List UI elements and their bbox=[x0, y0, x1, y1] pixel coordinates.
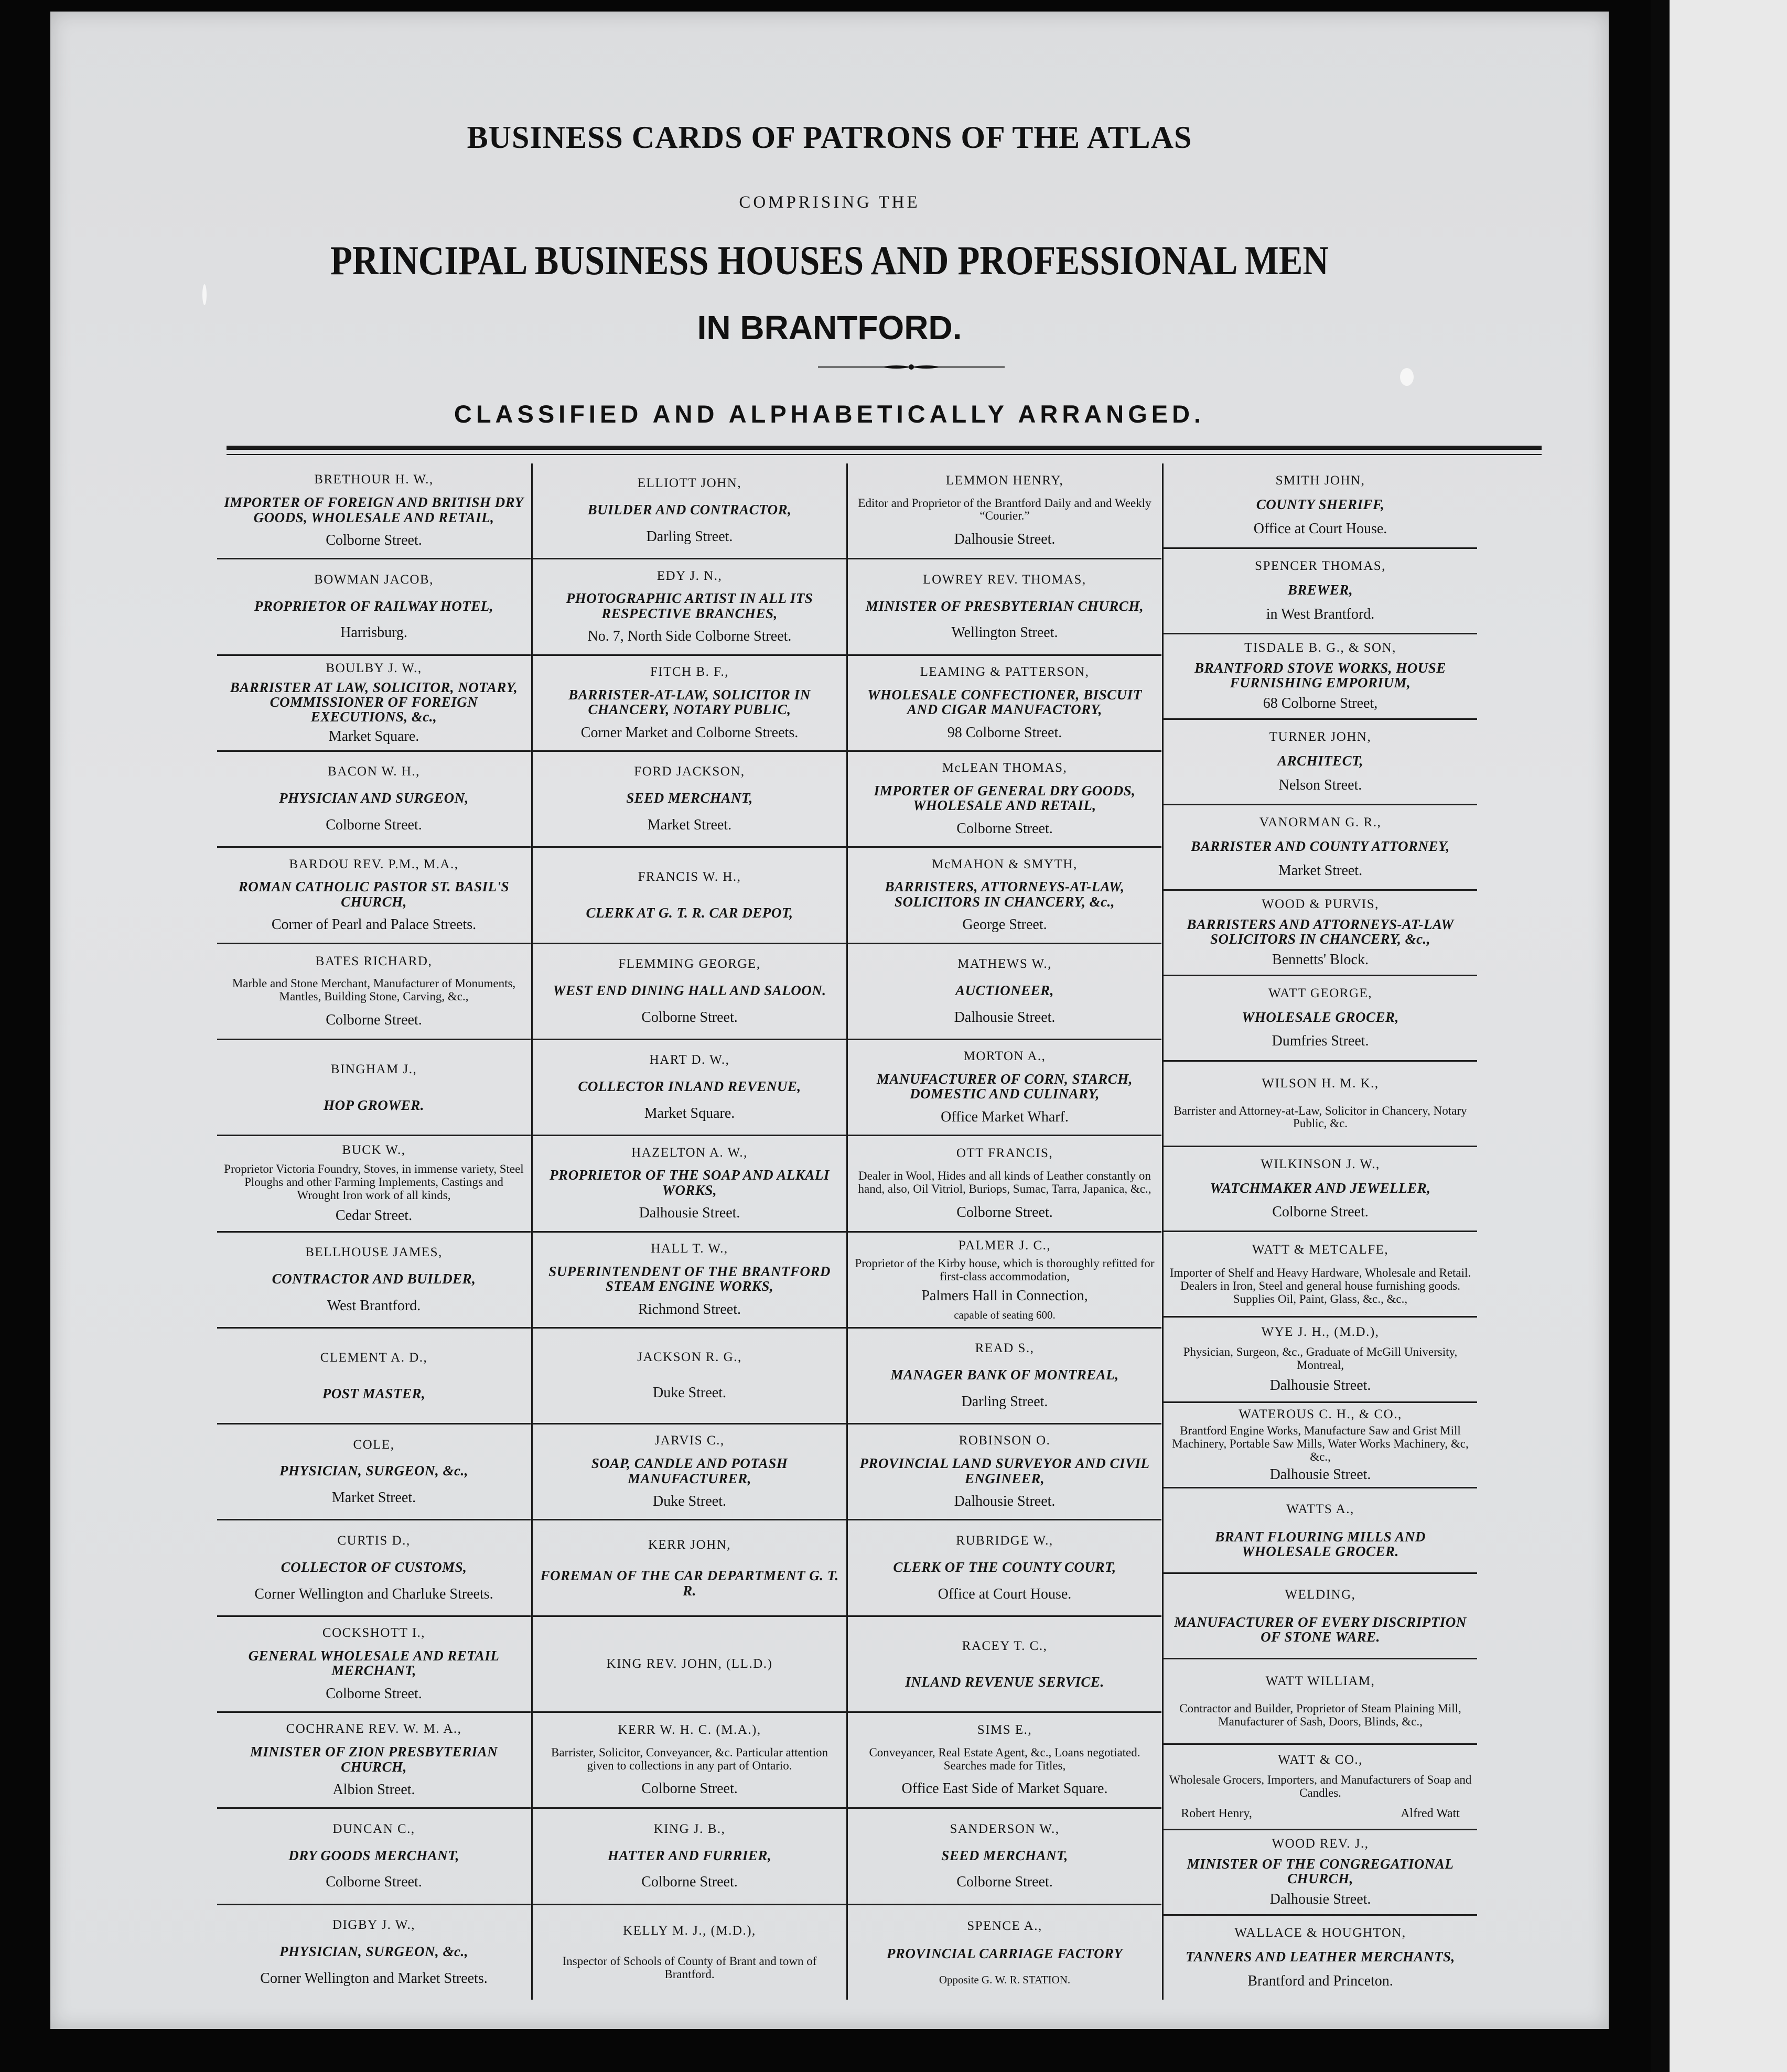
business-card bbox=[217, 1233, 531, 1329]
card-name: BINGHAM J., bbox=[330, 1062, 417, 1077]
business-card bbox=[1164, 1232, 1477, 1318]
card-description: BARRISTER-AT-LAW, SOLICITOR IN CHANCERY, NOTARY PUBLIC, bbox=[568, 686, 811, 718]
card-description: MINISTER OF PRESBYTERIAN CHURCH, bbox=[865, 598, 1144, 614]
card-details: Barrister and Attorney-at-Law, Solicitor in Chancery, Notary Public, &c. bbox=[1174, 1104, 1467, 1130]
business-card bbox=[217, 848, 531, 944]
card-name: HALL T. W., bbox=[651, 1241, 728, 1256]
card-column-1 bbox=[217, 463, 531, 2000]
card-description: BRANTFORD STOVE WORKS, HOUSE FURNISHING EMPORIUM, bbox=[1194, 660, 1446, 691]
business-card bbox=[1164, 720, 1477, 805]
card-details: Dealer in Wool, Hides and all kinds of Leather constantly on hand, also, Oil Vitriol, Buriops, Sumac, Tarra, Japanica, &c., bbox=[858, 1169, 1151, 1195]
business-card bbox=[533, 1136, 846, 1232]
business-card bbox=[848, 656, 1161, 752]
card-address: No. 7, North Side Colborne Street. bbox=[587, 628, 792, 645]
card-address: Richmond Street. bbox=[638, 1301, 741, 1318]
card-name: WOOD & PURVIS, bbox=[1262, 897, 1379, 911]
business-card bbox=[1164, 1318, 1477, 1403]
card-note: Opposite G. W. R. STATION. bbox=[939, 1973, 1071, 1986]
card-name: PALMER J. C., bbox=[958, 1238, 1051, 1253]
business-card bbox=[1164, 1488, 1477, 1574]
card-description: WHOLESALE GROCER, bbox=[1242, 1009, 1399, 1025]
business-card bbox=[533, 752, 846, 848]
card-description: COUNTY SHERIFF, bbox=[1256, 497, 1385, 513]
card-address: Dalhousie Street. bbox=[1269, 1891, 1371, 1907]
business-card bbox=[848, 1809, 1161, 1905]
card-details: Brantford Engine Works, Manufacture Saw and Grist Mill Machinery, Portable Saw Mills, Water Works Machinery, &c, &c., bbox=[1172, 1424, 1469, 1464]
card-address: Colborne Street. bbox=[326, 532, 422, 549]
card-description: WEST END DINING HALL AND SALOON. bbox=[553, 982, 826, 998]
business-card bbox=[533, 944, 846, 1040]
card-address: Colborne Street. bbox=[326, 1011, 422, 1028]
business-card bbox=[1164, 1659, 1477, 1745]
business-card bbox=[217, 1905, 531, 2000]
card-name: RACEY T. C., bbox=[962, 1638, 1048, 1653]
business-card bbox=[1164, 976, 1477, 1062]
page-subtitle: PRINCIPAL BUSINESS HOUSES AND PROFESSIONAL MEN bbox=[330, 238, 1329, 283]
business-card bbox=[533, 1329, 846, 1424]
card-description: TANNERS AND LEATHER MERCHANTS, bbox=[1186, 1949, 1455, 1965]
card-description: BRANT FLOURING MILLS AND WHOLESALE GROCER. bbox=[1215, 1528, 1426, 1559]
card-details: Barrister, Solicitor, Conveyancer, &c. Particular attention given to collections in any part of Ontario. bbox=[551, 1745, 828, 1772]
card-address: Colborne Street. bbox=[326, 1874, 422, 1891]
card-description: SEED MERCHANT, bbox=[941, 1847, 1068, 1863]
business-card bbox=[217, 1617, 531, 1713]
card-details: Wholesale Grocers, Importers, and Manufacturers of Soap and Candles. bbox=[1169, 1773, 1472, 1800]
business-card bbox=[848, 1233, 1161, 1329]
card-description: BARRISTER AT LAW, SOLICITOR, NOTARY, COMMISSIONER OF FOREIGN EXECUTIONS, &c., bbox=[230, 679, 518, 725]
business-card bbox=[533, 1713, 846, 1809]
card-name: WYE J. H., (M.D.), bbox=[1261, 1325, 1380, 1340]
card-name: LOWREY REV. THOMAS, bbox=[923, 572, 1086, 587]
card-name: BOULBY J. W., bbox=[326, 661, 422, 675]
card-name: LEMMON HENRY, bbox=[945, 473, 1064, 488]
card-name: KING J. B., bbox=[653, 1821, 726, 1836]
card-name: MORTON A., bbox=[963, 1049, 1046, 1064]
card-address: Colborne Street. bbox=[641, 1874, 738, 1891]
card-address: Dalhousie Street. bbox=[954, 1009, 1056, 1026]
card-description: IMPORTER OF FOREIGN AND BRITISH DRY GOODS, WHOLESALE AND RETAIL, bbox=[224, 494, 524, 525]
business-card bbox=[848, 944, 1161, 1040]
card-address: Palmers Hall in Connection, bbox=[921, 1287, 1088, 1304]
card-description: PROPRIETOR OF RAILWAY HOTEL, bbox=[254, 598, 494, 614]
business-card bbox=[217, 463, 531, 559]
film-blemish bbox=[202, 284, 207, 305]
business-card bbox=[533, 656, 846, 752]
card-address: Colborne Street. bbox=[956, 821, 1053, 837]
card-address: Office Market Wharf. bbox=[941, 1109, 1069, 1126]
business-card bbox=[1164, 805, 1477, 891]
card-description: BUILDER AND CONTRACTOR, bbox=[587, 502, 792, 518]
card-column-2 bbox=[533, 463, 846, 2000]
card-name: LEAMING & PATTERSON, bbox=[920, 664, 1090, 679]
card-description: PROPRIETOR OF THE SOAP AND ALKALI WORKS, bbox=[550, 1167, 830, 1198]
card-description: PHYSICIAN AND SURGEON, bbox=[279, 790, 469, 806]
card-name: EDY J. N., bbox=[656, 568, 723, 583]
card-details: Inspector of Schools of County of Brant and town of Brantford. bbox=[562, 1955, 817, 1981]
business-card bbox=[1164, 634, 1477, 720]
business-card bbox=[1164, 1403, 1477, 1488]
card-description: MANUFACTURER OF EVERY DISCRIPTION OF STONE WARE. bbox=[1174, 1614, 1467, 1645]
card-name: WILKINSON J. W., bbox=[1261, 1157, 1380, 1171]
card-name: WELDING, bbox=[1285, 1588, 1356, 1602]
card-name: WATT GEORGE, bbox=[1268, 986, 1373, 1000]
page-comprising: COMPRISING THE bbox=[739, 193, 920, 212]
card-name: COCHRANE REV. W. M. A., bbox=[286, 1722, 462, 1736]
business-card bbox=[1164, 1062, 1477, 1147]
business-card bbox=[217, 656, 531, 752]
business-card bbox=[217, 1713, 531, 1809]
card-description: CLERK OF THE COUNTY COURT, bbox=[893, 1559, 1116, 1575]
card-address: in West Brantford. bbox=[1266, 606, 1375, 622]
card-description: BARRISTER AND COUNTY ATTORNEY, bbox=[1191, 838, 1450, 854]
card-name: CURTIS D., bbox=[337, 1533, 411, 1548]
card-address: Colborne Street. bbox=[326, 817, 422, 833]
card-address: Corner Market and Colborne Streets. bbox=[580, 724, 799, 741]
card-details: Proprietor of the Kirby house, which is thoroughly refitted for first-class accommodation, bbox=[855, 1257, 1155, 1283]
business-card bbox=[217, 1520, 531, 1616]
business-card bbox=[848, 1617, 1161, 1713]
business-card bbox=[1164, 1916, 1477, 2000]
ornament-divider-icon bbox=[818, 362, 1005, 372]
business-card bbox=[848, 1713, 1161, 1809]
card-details: Contractor and Builder, Proprietor of Steam Plaining Mill, Manufacturer of Sash, Doors, Blinds, &c., bbox=[1179, 1702, 1461, 1728]
card-column-4 bbox=[1164, 463, 1477, 2000]
business-card bbox=[848, 1520, 1161, 1616]
business-card bbox=[217, 1329, 531, 1424]
card-description: AUCTIONEER, bbox=[955, 982, 1054, 998]
business-card bbox=[533, 463, 846, 559]
business-card bbox=[533, 1040, 846, 1136]
card-description: GENERAL WHOLESALE AND RETAIL MERCHANT, bbox=[248, 1647, 500, 1679]
business-card bbox=[1164, 1745, 1477, 1830]
business-card bbox=[848, 752, 1161, 848]
card-name: WATT & CO., bbox=[1278, 1753, 1363, 1767]
card-address: Harrisburg. bbox=[340, 624, 407, 641]
card-address: Corner of Pearl and Palace Streets. bbox=[271, 916, 477, 933]
card-name: WATT WILLIAM, bbox=[1265, 1674, 1375, 1689]
card-name: SPENCE A., bbox=[967, 1919, 1042, 1934]
card-description: SOAP, CANDLE AND POTASH MANUFACTURER, bbox=[591, 1455, 788, 1486]
card-address: Colborne Street. bbox=[641, 1780, 738, 1797]
card-name: CLEMENT A. D., bbox=[320, 1350, 428, 1365]
card-description: ARCHITECT, bbox=[1277, 752, 1363, 769]
card-details: Proprietor Victoria Foundry, Stoves, in immense variety, Steel Ploughs and other Farming Implements, Castings and Wrought Iron work of all kinds, bbox=[224, 1162, 524, 1202]
business-card bbox=[1164, 463, 1477, 549]
business-card bbox=[533, 1905, 846, 2000]
card-name: FLEMMING GEORGE, bbox=[618, 956, 761, 971]
card-address: 98 Colborne Street. bbox=[947, 724, 1062, 741]
card-name: DIGBY J. W., bbox=[332, 1918, 416, 1933]
card-address: Colborne Street. bbox=[956, 1204, 1053, 1221]
card-address: Dalhousie Street. bbox=[954, 531, 1056, 548]
card-address: Darling Street. bbox=[961, 1393, 1048, 1410]
card-name: BARDOU REV. P.M., M.A., bbox=[289, 857, 459, 871]
page-classification: CLASSIFIED AND ALPHABETICALLY ARRANGED. bbox=[454, 400, 1205, 428]
business-card bbox=[848, 1905, 1161, 2000]
card-name: FITCH B. F., bbox=[650, 664, 729, 679]
card-address: Office at Court House. bbox=[1253, 520, 1387, 537]
card-name: WILSON H. M. K., bbox=[1262, 1076, 1379, 1091]
card-name: BUCK W., bbox=[342, 1143, 406, 1158]
card-address: Bennetts' Block. bbox=[1272, 951, 1369, 968]
business-card bbox=[848, 1040, 1161, 1136]
page-title: BUSINESS CARDS OF PATRONS OF THE ATLAS bbox=[467, 120, 1192, 155]
card-description: HOP GROWER. bbox=[323, 1097, 425, 1113]
card-name: MATHEWS W., bbox=[957, 956, 1052, 971]
business-card bbox=[1164, 549, 1477, 634]
card-name: KELLY M. J., (M.D.), bbox=[623, 1923, 756, 1938]
card-address: Corner Wellington and Charluke Streets. bbox=[254, 1585, 493, 1602]
card-name: READ S., bbox=[975, 1341, 1035, 1356]
card-address: Market Street. bbox=[1278, 862, 1363, 879]
card-partner-name: Alfred Watt bbox=[1400, 1807, 1460, 1821]
card-name: McLEAN THOMAS, bbox=[942, 761, 1068, 775]
card-description: HATTER AND FURRIER, bbox=[607, 1847, 772, 1863]
card-description: PROVINCIAL CARRIAGE FACTORY bbox=[886, 1945, 1123, 1961]
card-description: BARRISTERS AND ATTORNEYS-AT-LAW SOLICITORS IN CHANCERY, &c., bbox=[1187, 916, 1454, 947]
card-name: WATT & METCALFE, bbox=[1252, 1243, 1389, 1257]
card-address: Market Street. bbox=[647, 817, 732, 833]
card-name: WOOD REV. J., bbox=[1272, 1837, 1369, 1851]
card-name: DUNCAN C., bbox=[332, 1821, 415, 1836]
card-name: VANORMAN G. R., bbox=[1259, 815, 1382, 830]
card-details: Importer of Shelf and Heavy Hardware, Wholesale and Retail. Dealers in Iron, Steel and general house furnishing goods. Supplies Oil, Paint, Glass, &c., &c., bbox=[1169, 1266, 1471, 1305]
business-card bbox=[848, 559, 1161, 655]
business-card bbox=[848, 1424, 1161, 1520]
card-address: Market Street. bbox=[331, 1490, 416, 1506]
business-card bbox=[533, 848, 846, 944]
card-name: SANDERSON W., bbox=[950, 1821, 1060, 1836]
card-description: MINISTER OF ZION PRESBYTERIAN CHURCH, bbox=[250, 1744, 498, 1775]
card-name: COLE, bbox=[353, 1437, 395, 1452]
card-description: BARRISTERS, ATTORNEYS-AT-LAW, SOLICITORS IN CHANCERY, &c., bbox=[885, 879, 1125, 910]
business-card bbox=[848, 848, 1161, 944]
card-name: JARVIS C., bbox=[654, 1433, 725, 1448]
card-address: Colborne Street. bbox=[1272, 1204, 1369, 1221]
atlas-page bbox=[50, 12, 1609, 2029]
card-address: Wellington Street. bbox=[951, 624, 1058, 641]
card-name: McMAHON & SMYTH, bbox=[932, 857, 1078, 871]
business-card bbox=[217, 1424, 531, 1520]
card-address: Nelson Street. bbox=[1278, 776, 1362, 793]
card-name: COCKSHOTT I., bbox=[322, 1626, 426, 1641]
card-description: PHYSICIAN, SURGEON, &c., bbox=[279, 1944, 469, 1959]
card-address: Colborne Street. bbox=[641, 1009, 738, 1026]
card-description: POST MASTER, bbox=[322, 1385, 426, 1401]
card-address: Colborne Street. bbox=[326, 1685, 422, 1702]
business-card bbox=[848, 1136, 1161, 1232]
business-card bbox=[533, 1233, 846, 1329]
card-description: IMPORTER OF GENERAL DRY GOODS, WHOLESALE AND RETAIL, bbox=[874, 783, 1136, 814]
card-name: OTT FRANCIS, bbox=[956, 1146, 1053, 1161]
film-blemish bbox=[1400, 368, 1414, 386]
card-description: COLLECTOR INLAND REVENUE, bbox=[578, 1078, 801, 1095]
card-name: TISDALE B. G., & SON, bbox=[1244, 641, 1396, 655]
card-name: BATES RICHARD, bbox=[315, 954, 433, 968]
card-description: PROVINCIAL LAND SURVEYOR AND CIVIL ENGINEER, bbox=[859, 1455, 1150, 1486]
business-card bbox=[217, 752, 531, 848]
card-name: BELLHOUSE JAMES, bbox=[305, 1245, 443, 1259]
card-name: HAZELTON A. W., bbox=[631, 1145, 748, 1160]
card-address: George Street. bbox=[962, 916, 1047, 933]
business-card bbox=[1164, 1147, 1477, 1233]
card-name: KING REV. JOHN, (LL.D.) bbox=[606, 1657, 773, 1671]
card-name: WATTS A., bbox=[1286, 1502, 1354, 1517]
card-name: SMITH JOHN, bbox=[1275, 473, 1365, 488]
card-address: Darling Street. bbox=[646, 528, 733, 545]
card-address: Corner Wellington and Market Streets. bbox=[260, 1970, 488, 1987]
card-address: Cedar Street. bbox=[335, 1207, 413, 1224]
header-rule-thin bbox=[227, 454, 1542, 455]
card-name: FRANCIS W. H., bbox=[638, 870, 741, 884]
card-address: Dalhousie Street. bbox=[1269, 1466, 1371, 1483]
card-address: Duke Street. bbox=[653, 1384, 726, 1401]
card-name: BACON W. H., bbox=[328, 764, 420, 779]
card-name: WALLACE & HOUGHTON, bbox=[1234, 1926, 1406, 1940]
card-name: TURNER JOHN, bbox=[1269, 730, 1372, 744]
card-name: BOWMAN JACOB, bbox=[314, 572, 434, 587]
card-address: Market Square. bbox=[644, 1105, 735, 1121]
card-name: ELLIOTT JOHN, bbox=[637, 476, 742, 491]
business-card bbox=[848, 1329, 1161, 1424]
business-card bbox=[848, 463, 1161, 559]
business-card bbox=[533, 1520, 846, 1616]
card-name: SIMS E., bbox=[977, 1723, 1032, 1738]
card-description: FOREMAN OF THE CAR DEPARTMENT G. T. R. bbox=[540, 1568, 839, 1599]
business-card bbox=[217, 559, 531, 655]
card-description: CLERK AT G. T. R. CAR DEPOT, bbox=[586, 905, 793, 921]
card-note: capable of seating 600. bbox=[954, 1308, 1056, 1321]
card-address: Office East Side of Market Square. bbox=[901, 1780, 1108, 1797]
card-name: SPENCER THOMAS, bbox=[1255, 559, 1386, 574]
card-description: SEED MERCHANT, bbox=[626, 790, 753, 806]
card-description: SUPERINTENDENT OF THE BRANTFORD STEAM ENGINE WORKS, bbox=[548, 1263, 831, 1294]
card-address: Dalhousie Street. bbox=[954, 1493, 1056, 1510]
card-description: WATCHMAKER AND JEWELLER, bbox=[1210, 1180, 1431, 1196]
business-card bbox=[533, 1617, 846, 1713]
card-name: WATEROUS C. H., & CO., bbox=[1239, 1407, 1402, 1422]
card-name: KERR JOHN, bbox=[648, 1538, 731, 1552]
card-address: West Brantford. bbox=[327, 1297, 421, 1314]
card-description: DRY GOODS MERCHANT, bbox=[288, 1847, 459, 1863]
card-name: RUBRIDGE W., bbox=[956, 1533, 1053, 1548]
card-name: JACKSON R. G., bbox=[637, 1350, 742, 1365]
card-partners bbox=[1181, 1807, 1460, 1821]
card-address: Dalhousie Street. bbox=[639, 1205, 740, 1222]
card-column-3 bbox=[848, 463, 1161, 2000]
card-description: MANAGER BANK OF MONTREAL, bbox=[890, 1367, 1119, 1383]
page-place: IN BRANTFORD. bbox=[697, 309, 962, 347]
card-address: Duke Street. bbox=[653, 1493, 726, 1510]
card-address: Albion Street. bbox=[332, 1782, 415, 1798]
business-card bbox=[1164, 891, 1477, 976]
card-partner-name: Robert Henry, bbox=[1181, 1807, 1252, 1821]
card-description: CONTRACTOR AND BUILDER, bbox=[272, 1270, 476, 1287]
card-details: Editor and Proprietor of the Brantford Daily and and Weekly “Courier.” bbox=[858, 496, 1151, 523]
card-address: Brantford and Princeton. bbox=[1247, 1972, 1393, 1989]
card-description: ROMAN CATHOLIC PASTOR ST. BASIL'S CHURCH, bbox=[238, 879, 510, 910]
card-details: Conveyancer, Real Estate Agent, &c., Loans negotiated. Searches made for Titles, bbox=[869, 1745, 1140, 1772]
card-description: BREWER, bbox=[1287, 582, 1353, 598]
business-card bbox=[217, 1809, 531, 1905]
card-name: FORD JACKSON, bbox=[634, 764, 745, 779]
card-address: Dalhousie Street. bbox=[1269, 1377, 1371, 1394]
card-name: HART D. W., bbox=[649, 1053, 730, 1067]
card-address: 68 Colborne Street, bbox=[1263, 695, 1378, 711]
adjacent-page-edge bbox=[1651, 0, 1787, 2072]
business-card bbox=[217, 944, 531, 1040]
business-card bbox=[1164, 1574, 1477, 1659]
card-description: WHOLESALE CONFECTIONER, BISCUIT AND CIGAR MANUFACTORY, bbox=[867, 686, 1142, 718]
business-card bbox=[533, 1809, 846, 1905]
header-rule bbox=[227, 446, 1542, 450]
card-description: PHYSICIAN, SURGEON, &c., bbox=[279, 1463, 469, 1479]
card-details: Marble and Stone Merchant, Manufacturer of Monuments, Mantles, Building Stone, Carving, &c., bbox=[232, 977, 516, 1003]
card-description: MANUFACTURER OF CORN, STARCH, DOMESTIC AND CULINARY, bbox=[877, 1071, 1133, 1102]
card-description: PHOTOGRAPHIC ARTIST IN ALL ITS RESPECTIVE BRANCHES, bbox=[566, 590, 813, 621]
business-card bbox=[217, 1136, 531, 1232]
card-name: ROBINSON O. bbox=[959, 1433, 1051, 1448]
business-card bbox=[533, 1424, 846, 1520]
card-description: COLLECTOR OF CUSTOMS, bbox=[281, 1559, 467, 1575]
card-description: MINISTER OF THE CONGREGATIONAL CHURCH, bbox=[1187, 1855, 1454, 1887]
card-details: Physician, Surgeon, &c., Graduate of McGill University, Montreal, bbox=[1183, 1345, 1458, 1372]
business-card bbox=[1164, 1830, 1477, 1916]
card-name: BRETHOUR H. W., bbox=[314, 472, 434, 487]
card-name: KERR W. H. C. (M.A.), bbox=[618, 1723, 761, 1738]
card-address: Colborne Street. bbox=[956, 1874, 1053, 1891]
card-description: INLAND REVENUE SERVICE. bbox=[905, 1674, 1104, 1690]
business-card bbox=[217, 1040, 531, 1136]
card-address: Market Square. bbox=[328, 728, 419, 744]
business-card bbox=[533, 559, 846, 655]
card-address: Office at Court House. bbox=[938, 1585, 1072, 1602]
card-address: Dumfries Street. bbox=[1272, 1033, 1369, 1050]
